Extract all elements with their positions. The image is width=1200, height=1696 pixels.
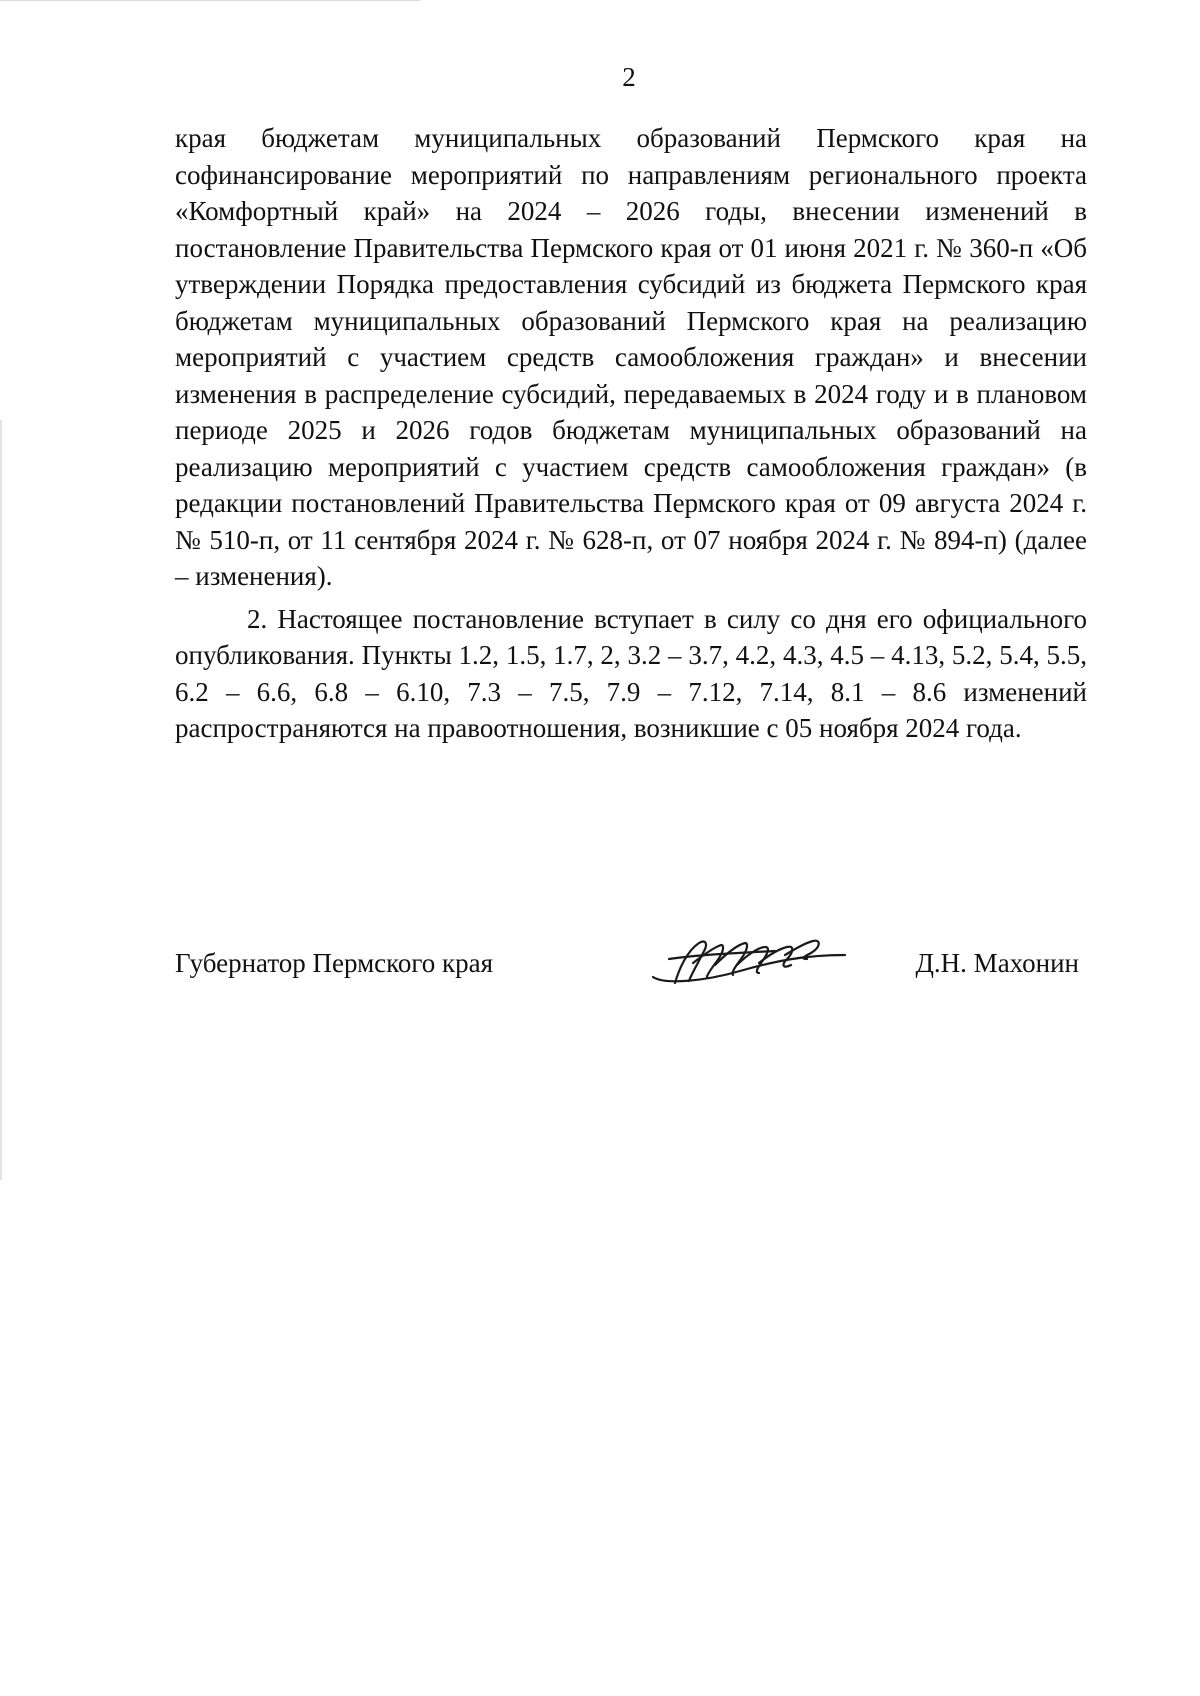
scan-edge-left [0, 420, 2, 1180]
signer-position: Губернатор Пермского края [175, 948, 494, 978]
signature-block [175, 945, 1087, 1005]
signer-name: Д.Н. Махонин [915, 948, 1079, 978]
paragraph-2: 2. Настоящее постановление вступает в силу со дня его официального опубликования. Пункты 1.2, 1.5, 1.7, 2, 3.2 – 3.7, 4.2, 4.3, 4.5 – 4.13, 5.2, 5.4, 5.5, 6.2 – 6.6, 6.8 – 6.10, 7.3 – 7.5, 7.9 – 7.12, 7.14, 8.1 – 8.6 изменений распространяются на правоотношения, возникшие с 05 ноября 2024 года. [175, 603, 1087, 743]
paragraph-continuation: края бюджетам муниципальных образований Пермского края на софинансирование мероприятий по направлениям регионального проекта «Комфортный край» на 2024 – 2026 годы, внесении изменений в постановление Правительства Пермского края от 01 июня 2021 г. № 360-п «Об утверждении Порядка предоставления субсидий из бюджета Пермского края бюджетам муниципальных образований Пермского края на реализацию мероприятий с участием средств самообложения граждан» и внесении изменения в распределение субсидий, передаваемых в 2024 году и в плановом периоде 2025 и 2026 годов бюджетам муниципальных образований на реализацию мероприятий с участием средств самообложения граждан» (в редакции постановлений Правительства Пермского края от 09 августа 2024 г. № 510-п, от 11 сентября 2024 г. № 628-п, от 07 ноября 2024 г. № 894-п) (далее – изменения). [175, 123, 1087, 591]
handwritten-signature-icon [645, 925, 855, 995]
page-number: 2 [622, 62, 636, 92]
scan-edge-top [0, 0, 420, 1]
document-body [175, 120, 1087, 747]
